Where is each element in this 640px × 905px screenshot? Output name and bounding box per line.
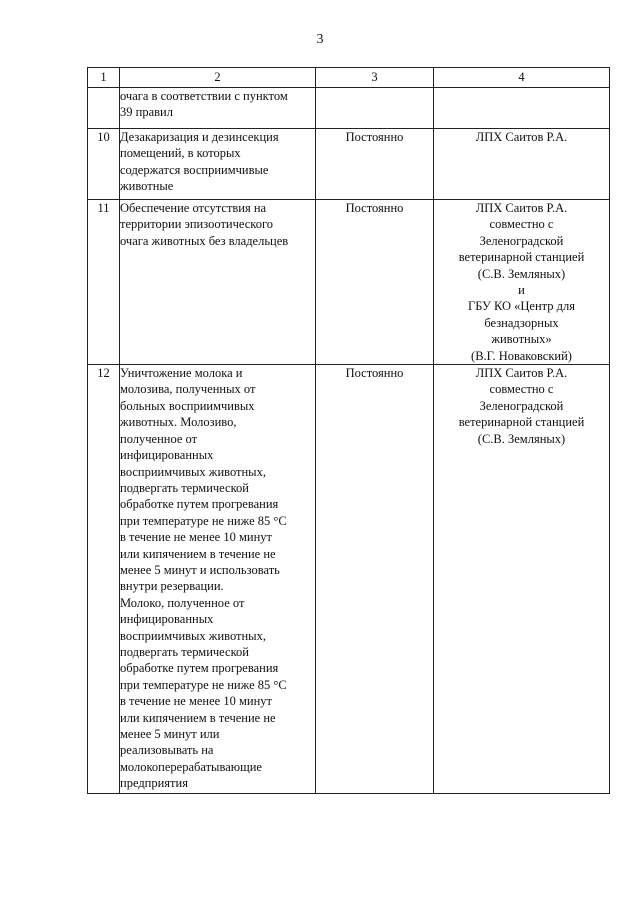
text-line: 39 правил <box>120 105 173 120</box>
measure-frequency: Постоянно <box>316 129 434 200</box>
text-line: молокоперерабатывающие <box>120 759 262 774</box>
text-line: ЛПХ Саитов Р.А. <box>475 366 568 381</box>
row-number: 12 <box>88 365 120 794</box>
text-line: реализовывать на <box>120 743 214 758</box>
text-line: или кипячением в течение не <box>120 546 276 561</box>
text-line: животных. Молозиво, <box>120 415 237 430</box>
measure-frequency: Постоянно <box>316 365 434 794</box>
text-line: помещений, в которых <box>120 146 241 161</box>
text-line: (С.В. Земляных) <box>477 431 566 446</box>
table-row <box>88 129 610 200</box>
text-line: содержатся восприимчивые <box>120 162 269 177</box>
page-number: 3 <box>316 32 324 47</box>
responsible-party <box>434 200 610 365</box>
text-line: менее 5 минут и использовать <box>120 562 280 577</box>
row-number <box>88 88 120 129</box>
text-line: ЛПХ Саитов Р.А. <box>475 130 568 144</box>
measures-table <box>87 67 610 794</box>
text-line: обработке путем прогревания <box>120 661 279 676</box>
measure-description <box>120 129 316 200</box>
text-line: подвергать термической <box>120 480 249 495</box>
text-line: Дезакаризация и дезинсекция <box>120 130 279 144</box>
text-line: Молоко, полученное от <box>120 595 245 610</box>
text-line: совместно с <box>489 217 554 232</box>
responsible-party <box>434 88 610 129</box>
text-line: территории эпизоотического <box>120 217 274 232</box>
text-line: молозива, полученных от <box>120 382 256 397</box>
header-cell-4: 4 <box>434 68 610 88</box>
text-line: предприятия <box>120 776 188 791</box>
text-line: полученное от <box>120 431 198 446</box>
text-line: безнадзорных <box>484 315 559 330</box>
text-line: внутри резервации. <box>120 579 224 594</box>
row-number: 10 <box>88 129 120 200</box>
measure-description <box>120 88 316 129</box>
text-line: в течение не менее 10 минут <box>120 530 272 545</box>
table-row <box>88 200 610 365</box>
text-line: животных» <box>491 332 552 347</box>
text-line: при температуре не ниже 85 °С <box>120 677 287 692</box>
text-line: (В.Г. Новаковский) <box>471 348 572 363</box>
text-line: в течение не менее 10 минут <box>120 694 272 709</box>
text-line: восприимчивых животных, <box>120 628 266 643</box>
measure-frequency: Постоянно <box>316 200 434 365</box>
text-line: больных восприимчивых <box>120 398 255 413</box>
text-line: очага животных без владельцев <box>120 233 289 248</box>
header-cell-1: 1 <box>88 68 120 88</box>
text-line: подвергать термической <box>120 644 249 659</box>
text-line: или кипячением в течение не <box>120 710 276 725</box>
text-line: и <box>518 283 525 298</box>
text-line: (С.В. Земляных) <box>477 266 566 281</box>
text-line: менее 5 минут или <box>120 727 220 741</box>
text-line: животные <box>120 179 174 194</box>
text-line: очага в соответствии с пунктом <box>120 89 288 103</box>
text-line: Уничтожение молока и <box>120 366 243 381</box>
text-line: ГБУ КО «Центр для <box>468 299 575 314</box>
table-row <box>88 365 610 794</box>
measure-description <box>120 365 316 794</box>
text-line: совместно с <box>489 382 554 397</box>
text-line: ветеринарной станцией <box>458 415 585 430</box>
table-row <box>88 88 610 129</box>
measure-frequency <box>316 88 434 129</box>
header-cell-3: 3 <box>316 68 434 88</box>
text-line: Обеспечение отсутствия на <box>120 201 267 215</box>
header-cell-2: 2 <box>120 68 316 88</box>
text-line: Зеленоградской <box>479 398 564 413</box>
table-header-row <box>88 68 610 88</box>
text-line: обработке путем прогревания <box>120 497 279 512</box>
text-line: инфицированных <box>120 612 214 627</box>
row-number: 11 <box>88 200 120 365</box>
responsible-party <box>434 365 610 794</box>
text-line: при температуре не ниже 85 °С <box>120 513 287 528</box>
text-line: Зеленоградской <box>479 233 564 248</box>
text-line: инфицированных <box>120 448 214 463</box>
text-line: восприимчивых животных, <box>120 464 266 479</box>
text-line: ЛПХ Саитов Р.А. <box>475 201 568 215</box>
responsible-party <box>434 129 610 200</box>
text-line: ветеринарной станцией <box>458 250 585 265</box>
measure-description <box>120 200 316 365</box>
